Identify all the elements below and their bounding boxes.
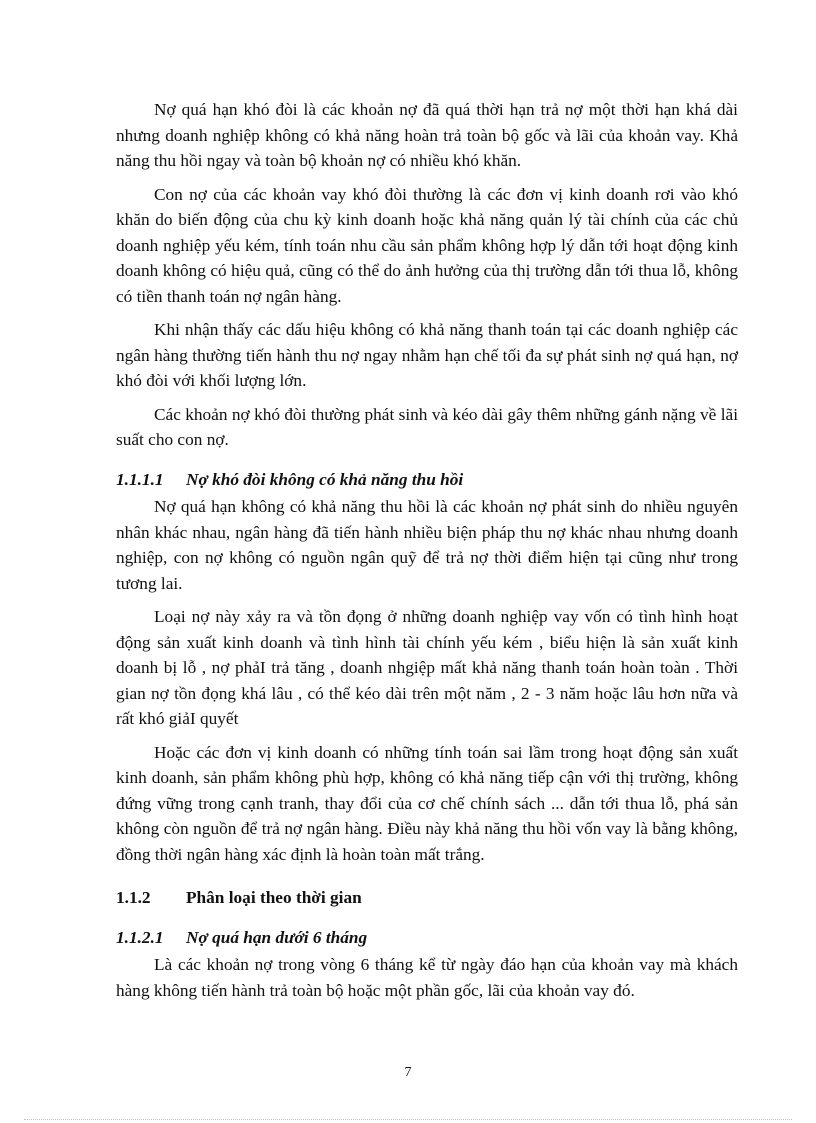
section-title: Phân loại theo thời gian (186, 888, 362, 907)
paragraph-interest-burden: Các khoản nợ khó đòi thường phát sinh và kéo dài gây thêm những gánh nặng về lãi suất cho con nợ. (116, 404, 738, 449)
section-heading-1-1-1-1 (116, 467, 738, 493)
section-heading-1-1-2-1 (116, 925, 738, 951)
paragraph-debt-type: Loại nợ này xảy ra và tồn đọng ở những doanh nghiệp vay vốn có tình hình hoạt động sản xuất kinh doanh và tình hình tài chính yếu kém , biểu hiện là sản xuất kinh doanh bị lỗ , nợ phảI trả tăng , doanh nhgiệp mất khả năng thanh toán hoàn toàn . Thời gian nợ tồn đọng khá lâu , có thể kéo dài trên một năm , 2 - 3 năm hoặc lâu hơn nữa và rất khó giảI quyết (116, 607, 738, 728)
section-number: 1.1.2.1 (116, 927, 164, 947)
paragraph-business-miscalculation: Hoặc các đơn vị kinh doanh có những tính toán sai lầm trong hoạt động sản xuất kinh doanh, sản phẩm không phù hợp, không có khả năng tiếp cận với thị trường, không đứng vững trong cạnh tranh, thay đổi của cơ chế chính sách ... dẫn tới thua lỗ, phá sản không còn nguồn để trả nợ ngân hàng. Điều này khả năng thu hồi vốn vay là bằng không, đồng thời ngân hàng xác định là hoàn toàn mất trắng. (116, 742, 738, 864)
paragraph-debtor-causes: Con nợ của các khoản vay khó đòi thường là các đơn vị kinh doanh rơi vào khó khăn do biến động của chu kỳ kinh doanh hoặc khả năng quản lý tài chính của các chủ doanh nghiệp yếu kém, tính toán nhu cầu sản phẩm không hợp lý dẫn tới hoạt động kinh doanh không có hiệu quả, cũng có thể do ảnh hưởng của thị trường dẫn tới thua lỗ, không có tiền thanh toán nợ ngân hàng. (116, 184, 738, 306)
paragraph-bank-response: Khi nhận thấy các dấu hiệu không có khả năng thanh toán tại các doanh nghiệp các ngân hàng thường tiến hành thu nợ ngay nhằm hạn chế tối đa sự phát sinh nợ quá hạn, nợ khó đòi với khối lượng lớn. (116, 320, 738, 390)
section-title: Nợ khó đòi không có khả năng thu hồi (186, 469, 464, 489)
section-heading-1-1-2 (116, 885, 738, 911)
page-body (116, 97, 738, 1011)
section-number: 1.1.2 (116, 888, 151, 907)
page-number: 7 (404, 1065, 412, 1080)
paragraph-under-six-months: Là các khoản nợ trong vòng 6 tháng kể từ ngày đáo hạn của khoản vay mà khách hàng không tiến hành trả toàn bộ hoặc một phần gốc, lãi của khoản vay đó. (116, 955, 738, 1000)
section-title: Nợ quá hạn dưới 6 tháng (186, 927, 368, 947)
page-bottom-divider (24, 1119, 792, 1120)
paragraph-unrecoverable-debt: Nợ quá hạn không có khả năng thu hồi là các khoản nợ phát sinh do nhiều nguyên nhân khác nhau, ngân hàng đã tiến hành nhiều biện pháp thu nợ khác nhau nhưng doanh nghiệp, con nợ không có nguồn ngân quỹ để trả nợ thời điểm hiện tại cũng như trong tương lai. (116, 497, 738, 593)
section-number: 1.1.1.1 (116, 469, 164, 489)
paragraph-overdue-bad-debt: Nợ quá hạn khó đòi là các khoản nợ đã quá thời hạn trả nợ một thời hạn khá dài nhưng doanh nghiệp không có khả năng hoàn trả toàn bộ gốc và lãi của khoản vay. Khả năng thu hồi ngay và toàn bộ khoản nợ có nhiều khó khăn. (116, 100, 738, 170)
